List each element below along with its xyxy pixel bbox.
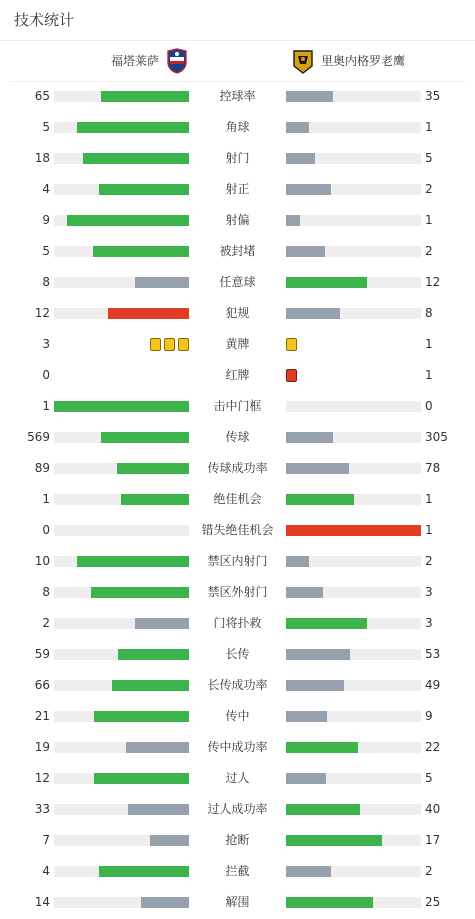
stat-label: 抢断 (225, 833, 250, 847)
home-value: 66 (34, 678, 50, 692)
home-bar-fill (67, 215, 189, 226)
stat-label: 长传成功率 (207, 678, 268, 692)
home-bar-track (54, 246, 189, 257)
away-bar-fill (286, 246, 325, 257)
home-value: 12 (34, 771, 50, 785)
stat-row (0, 267, 475, 298)
stat-label: 角球 (225, 120, 250, 134)
stat-label: 过人 (225, 771, 250, 785)
away-bar-fill (286, 525, 421, 536)
stat-label: 犯规 (225, 306, 250, 320)
home-bar-track (54, 91, 189, 102)
home-value: 5 (42, 120, 50, 134)
away-value: 8 (425, 306, 433, 320)
home-bar-fill (101, 432, 189, 443)
away-team-crest-icon (292, 48, 314, 74)
away-bar-track (286, 680, 421, 691)
stat-row (0, 856, 475, 887)
home-value: 4 (42, 864, 50, 878)
yellow-card-icon (178, 338, 189, 351)
stat-label: 红牌 (225, 368, 250, 382)
stat-row (0, 422, 475, 453)
away-bar-track (286, 773, 421, 784)
away-bar-track (286, 246, 421, 257)
away-bar-fill (286, 308, 340, 319)
away-bar-fill (286, 804, 360, 815)
away-bar-fill (286, 184, 331, 195)
away-value: 78 (425, 461, 441, 475)
home-bar-fill (121, 494, 189, 505)
away-value: 5 (425, 771, 433, 785)
stat-label: 射偏 (225, 213, 250, 227)
stat-label: 黄牌 (225, 337, 250, 351)
yellow-card-icon (150, 338, 161, 351)
stat-label: 任意球 (219, 275, 256, 289)
home-bar-fill (128, 804, 189, 815)
home-bar-track (54, 711, 189, 722)
away-bar-track (286, 711, 421, 722)
stat-row (0, 391, 475, 422)
stat-label: 射正 (225, 182, 250, 196)
away-bar-fill (286, 494, 354, 505)
stat-label: 解围 (225, 895, 250, 909)
stat-label: 禁区外射门 (207, 585, 268, 599)
stat-label: 过人成功率 (207, 802, 268, 816)
away-value: 2 (425, 554, 433, 568)
home-value: 1 (42, 492, 50, 506)
stat-row (0, 112, 475, 143)
home-bar-track (54, 742, 189, 753)
stat-label: 传中 (225, 709, 250, 723)
away-value: 49 (425, 678, 441, 692)
stat-label: 绝佳机会 (213, 492, 262, 506)
home-bar-fill (112, 680, 189, 691)
away-value: 35 (425, 89, 441, 103)
home-bar-track (54, 494, 189, 505)
home-bar-track (54, 835, 189, 846)
away-bar-fill (286, 649, 350, 660)
away-bar-track (286, 215, 421, 226)
away-bar-track (286, 184, 421, 195)
away-bar-track (286, 525, 421, 536)
away-cards (286, 338, 297, 351)
home-value: 0 (42, 523, 50, 537)
stat-label: 控球率 (219, 89, 256, 103)
away-value: 0 (425, 399, 433, 413)
away-value: 305 (425, 430, 448, 444)
home-bar-fill (108, 308, 189, 319)
home-bar-track (54, 773, 189, 784)
stat-row (0, 670, 475, 701)
away-team[interactable] (292, 46, 405, 76)
stat-row (0, 732, 475, 763)
stat-row (0, 484, 475, 515)
away-bar-fill (286, 773, 326, 784)
away-value: 25 (425, 895, 441, 909)
stat-row (0, 577, 475, 608)
home-value: 59 (34, 647, 50, 661)
away-value: 9 (425, 709, 433, 723)
home-bar-track (54, 122, 189, 133)
stat-row (0, 763, 475, 794)
home-bar-track (54, 649, 189, 660)
home-value: 12 (34, 306, 50, 320)
home-team-name: 福塔莱萨 (110, 54, 159, 68)
away-bar-track (286, 122, 421, 133)
away-bar-fill (286, 866, 331, 877)
home-bar-track (54, 153, 189, 164)
away-bar-fill (286, 432, 333, 443)
stat-label: 门将扑救 (213, 616, 262, 630)
away-value: 1 (425, 523, 433, 537)
home-value: 14 (34, 895, 50, 909)
stat-row (0, 701, 475, 732)
home-value: 2 (42, 616, 50, 630)
away-bar-fill (286, 742, 358, 753)
away-bar-fill (286, 277, 367, 288)
stat-row (0, 887, 475, 918)
away-bar-fill (286, 153, 315, 164)
home-bar-track (54, 618, 189, 629)
home-bar-track (54, 556, 189, 567)
home-bar-track (54, 215, 189, 226)
home-bar-fill (101, 91, 189, 102)
home-bar-track (54, 463, 189, 474)
away-bar-track (286, 401, 421, 412)
stat-row (0, 794, 475, 825)
home-value: 8 (42, 275, 50, 289)
away-bar-fill (286, 463, 349, 474)
away-value: 1 (425, 120, 433, 134)
title-divider (0, 40, 475, 41)
away-bar-track (286, 494, 421, 505)
home-value: 19 (34, 740, 50, 754)
away-bar-fill (286, 122, 309, 133)
away-value: 12 (425, 275, 441, 289)
yellow-card-icon (286, 338, 297, 351)
away-bar-track (286, 308, 421, 319)
home-cards (150, 338, 189, 351)
away-bar-fill (286, 556, 309, 567)
home-bar-track (54, 587, 189, 598)
red-card-icon (286, 369, 297, 382)
home-bar-track (54, 897, 189, 908)
away-bar-track (286, 277, 421, 288)
stat-row (0, 608, 475, 639)
stat-label: 传中成功率 (207, 740, 268, 754)
stat-label: 禁区内射门 (207, 554, 268, 568)
stat-row (0, 205, 475, 236)
stat-row (0, 639, 475, 670)
home-bar-fill (141, 897, 189, 908)
home-value: 18 (34, 151, 50, 165)
away-bar-fill (286, 215, 300, 226)
home-bar-fill (135, 277, 189, 288)
away-team-name: 里奥内格罗老鹰 (321, 54, 406, 68)
home-team[interactable] (111, 46, 188, 76)
home-bar-fill (94, 711, 189, 722)
home-value: 65 (34, 89, 50, 103)
home-bar-track (54, 184, 189, 195)
home-value: 1 (42, 399, 50, 413)
home-bar-fill (91, 587, 189, 598)
away-value: 53 (425, 647, 441, 661)
stat-row (0, 174, 475, 205)
away-value: 3 (425, 616, 433, 630)
stat-row (0, 360, 475, 391)
home-bar-fill (94, 773, 189, 784)
away-value: 1 (425, 492, 433, 506)
stat-row (0, 546, 475, 577)
home-value: 89 (34, 461, 50, 475)
home-value: 8 (42, 585, 50, 599)
page-title: 技术统计 (14, 11, 75, 29)
yellow-card-icon (164, 338, 175, 351)
away-bar-fill (286, 91, 333, 102)
home-value: 569 (27, 430, 50, 444)
home-value: 0 (42, 368, 50, 382)
home-bar-track (54, 866, 189, 877)
away-cards (286, 369, 297, 382)
home-bar-track (54, 525, 189, 536)
home-bar-track (54, 277, 189, 288)
home-team-crest-icon (166, 48, 188, 74)
away-bar-fill (286, 618, 367, 629)
home-value: 9 (42, 213, 50, 227)
away-bar-fill (286, 680, 344, 691)
away-bar-track (286, 618, 421, 629)
stat-label: 射门 (225, 151, 250, 165)
stat-label: 击中门框 (213, 399, 262, 413)
away-bar-track (286, 835, 421, 846)
home-bar-fill (118, 649, 189, 660)
away-bar-fill (286, 711, 327, 722)
away-value: 2 (425, 182, 433, 196)
home-bar-fill (150, 835, 189, 846)
home-value: 21 (34, 709, 50, 723)
away-value: 22 (425, 740, 441, 754)
away-bar-track (286, 742, 421, 753)
away-value: 17 (425, 833, 441, 847)
away-value: 5 (425, 151, 433, 165)
away-bar-track (286, 866, 421, 877)
home-bar-fill (126, 742, 189, 753)
away-bar-fill (286, 835, 382, 846)
home-bar-fill (54, 401, 189, 412)
away-value: 1 (425, 368, 433, 382)
home-value: 7 (42, 833, 50, 847)
home-bar-track (54, 401, 189, 412)
away-bar-track (286, 587, 421, 598)
stat-row (0, 515, 475, 546)
stat-label: 错失绝佳机会 (201, 523, 274, 537)
away-bar-track (286, 556, 421, 567)
home-bar-fill (83, 153, 189, 164)
away-bar-track (286, 153, 421, 164)
home-bar-fill (99, 866, 189, 877)
stat-label: 传球 (225, 430, 250, 444)
away-bar-track (286, 804, 421, 815)
away-value: 3 (425, 585, 433, 599)
home-value: 5 (42, 244, 50, 258)
stat-row (0, 81, 475, 112)
away-value: 1 (425, 337, 433, 351)
stat-row (0, 236, 475, 267)
stat-row (0, 298, 475, 329)
home-bar-fill (99, 184, 189, 195)
away-value: 1 (425, 213, 433, 227)
home-bar-track (54, 804, 189, 815)
home-bar-fill (135, 618, 189, 629)
home-bar-fill (77, 122, 189, 133)
away-value: 2 (425, 244, 433, 258)
home-value: 33 (34, 802, 50, 816)
home-value: 3 (42, 337, 50, 351)
home-bar-track (54, 308, 189, 319)
away-bar-track (286, 897, 421, 908)
stat-label: 传球成功率 (207, 461, 268, 475)
away-bar-track (286, 432, 421, 443)
stat-label: 被封堵 (219, 244, 256, 258)
home-bar-track (54, 432, 189, 443)
home-value: 10 (34, 554, 50, 568)
home-bar-track (54, 680, 189, 691)
stat-label: 长传 (225, 647, 250, 661)
away-bar-track (286, 91, 421, 102)
away-bar-fill (286, 587, 323, 598)
away-value: 40 (425, 802, 441, 816)
away-bar-fill (286, 897, 373, 908)
home-value: 4 (42, 182, 50, 196)
stat-row (0, 329, 475, 360)
away-bar-track (286, 649, 421, 660)
stat-row (0, 143, 475, 174)
home-bar-fill (93, 246, 189, 257)
home-bar-fill (77, 556, 189, 567)
stat-label: 拦截 (225, 864, 250, 878)
stat-row (0, 825, 475, 856)
away-bar-track (286, 463, 421, 474)
stat-row (0, 453, 475, 484)
away-value: 2 (425, 864, 433, 878)
home-bar-fill (117, 463, 189, 474)
